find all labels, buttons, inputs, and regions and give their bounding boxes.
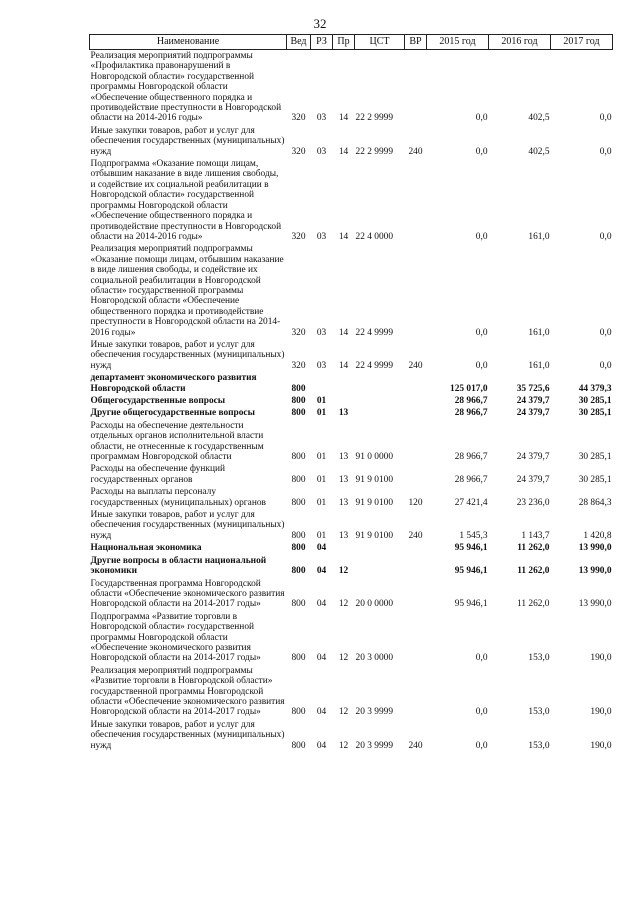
row-cst: 20 3 0000 — [355, 653, 393, 664]
table-row — [90, 463, 613, 486]
row-vr — [405, 420, 427, 464]
row-2016: 153,0 — [528, 740, 550, 751]
row-2015: 0,0 — [475, 360, 488, 371]
row-2016: 11 262,0 — [517, 566, 550, 577]
row-pr: 13 — [338, 474, 349, 485]
page-number: 32 — [313, 16, 327, 31]
row-ved: 800 — [291, 408, 306, 419]
row-name: Государственная программа Новгородской области «Обеспечение экономического развития Новгородской области на 2014-2017 годы» — [90, 578, 285, 610]
header-2015: 2015 год — [427, 35, 489, 50]
row-pr: 14 — [338, 360, 349, 371]
row-2016: 24 379,7 — [516, 452, 550, 463]
row-rz: 01 — [316, 396, 327, 406]
row-2015: 95 946,1 — [454, 599, 488, 610]
row-ved: 800 — [291, 497, 306, 508]
row-cst: 91 0 0000 — [355, 452, 393, 463]
row-vr — [405, 611, 427, 665]
row-2016: 161,0 — [528, 231, 550, 242]
row-name: Иные закупки товаров, работ и услуг для обеспечения государственных (муниципальных) нужд — [90, 339, 285, 371]
row-2017: 13 990,0 — [578, 566, 612, 577]
row-vr — [405, 542, 427, 554]
row-cst — [355, 555, 405, 578]
row-2017: 0,0 — [599, 360, 612, 371]
row-pr — [333, 542, 355, 554]
header-cst: ЦСТ — [355, 35, 405, 50]
row-pr — [333, 395, 355, 407]
row-2015: 0,0 — [475, 653, 488, 664]
row-name: Общегосударственные вопросы — [90, 396, 226, 406]
row-2016: 402,5 — [528, 146, 550, 157]
row-name: Реализация мероприятий подпрограммы «Развитие торговли в Новгородской области» государственной программы Новгородской области «Обеспечение экономического развития Новгородской области на 2014-2017 годы» — [90, 665, 285, 718]
row-2016: 1 143,7 — [521, 530, 550, 541]
row-rz: 01 — [316, 474, 327, 485]
row-ved: 800 — [291, 452, 306, 463]
row-name: Другие вопросы в области национальной экономики — [90, 555, 267, 577]
row-ved: 320 — [291, 146, 306, 157]
row-2016: 24 379,7 — [516, 396, 550, 406]
row-2016: 11 262,0 — [517, 543, 550, 554]
row-2015: 0,0 — [475, 327, 488, 338]
header-name: Наименование — [90, 35, 287, 50]
row-rz: 03 — [316, 327, 327, 338]
row-name: Иные закупки товаров, работ и услуг для обеспечения государственных (муниципальных) нужд — [90, 719, 285, 751]
table-row — [90, 555, 613, 578]
row-name: Другие общегосударственные вопросы — [90, 408, 255, 419]
header-pr: Пр — [333, 35, 355, 50]
row-2017: 30 285,1 — [578, 396, 612, 406]
row-cst: 20 3 9999 — [355, 740, 393, 751]
table-row — [90, 407, 613, 419]
row-2016: 153,0 — [528, 653, 550, 664]
row-vr — [405, 665, 427, 719]
row-cst: 22 4 9999 — [355, 360, 393, 371]
row-ved: 320 — [291, 113, 306, 124]
row-cst — [355, 542, 405, 554]
row-cst: 20 3 9999 — [355, 707, 393, 718]
row-2015: 28 966,7 — [454, 408, 488, 419]
row-pr: 14 — [338, 113, 349, 124]
table-row — [90, 243, 613, 339]
row-rz: 04 — [316, 543, 327, 554]
row-2017: 190,0 — [590, 707, 612, 718]
row-rz: 01 — [316, 452, 327, 463]
row-cst: 20 0 0000 — [355, 599, 393, 610]
row-pr: 12 — [338, 653, 349, 664]
row-rz: 04 — [316, 599, 327, 610]
row-2016: 161,0 — [528, 327, 550, 338]
row-cst: 22 2 9999 — [355, 113, 393, 124]
row-vr — [405, 372, 427, 395]
row-cst: 91 9 0100 — [355, 474, 393, 485]
table-row — [90, 719, 613, 752]
row-vr: 240 — [408, 360, 423, 371]
row-name: Подпрограмма «Оказание помощи лицам, отбывшим наказание в виде лишения свободы, и содействие их социальной реабилитации в Новгородской области» государственной программы Новгородской области «Обеспечение общественного порядка и противодействие преступности в Новгородской области на 2014-2016 годы» — [90, 159, 282, 242]
row-2017: 30 285,1 — [578, 474, 612, 485]
row-pr: 14 — [338, 231, 349, 242]
row-2017: 0,0 — [599, 327, 612, 338]
row-vr: 120 — [408, 497, 423, 508]
row-2016: 24 379,7 — [516, 474, 550, 485]
row-name: Реализация мероприятий подпрограммы «Профилактика правонарушений в Новгородской области» государственной программы Новгородской области «Обеспечение общественного порядка и противодействие преступности в Новгородской области на 2014-2016 годы» — [90, 51, 282, 124]
row-2015: 0,0 — [475, 146, 488, 157]
row-2016: 402,5 — [528, 113, 550, 124]
header-2016: 2016 год — [489, 35, 551, 50]
row-2017: 30 285,1 — [578, 408, 612, 419]
row-vr: 240 — [408, 530, 423, 541]
row-pr: 12 — [338, 740, 349, 751]
row-vr — [405, 555, 427, 578]
row-2017: 0,0 — [599, 146, 612, 157]
table-row — [90, 50, 613, 125]
row-rz: 01 — [316, 530, 327, 541]
row-2017: 13 990,0 — [578, 599, 612, 610]
row-name: Подпрограмма «Развитие торговли в Новгородской области» государственной программы Новгородской области «Обеспечение экономического развития Новгородской области на 2014-2017 годы» — [90, 611, 261, 664]
row-cst: 22 2 9999 — [355, 146, 393, 157]
row-rz: 03 — [316, 113, 327, 124]
row-pr: 13 — [338, 497, 349, 508]
table-row — [90, 372, 613, 395]
table-row — [90, 509, 613, 542]
row-ved: 320 — [291, 231, 306, 242]
table-row — [90, 395, 613, 407]
row-ved: 800 — [291, 530, 306, 541]
row-rz: 01 — [316, 408, 327, 419]
row-ved: 320 — [291, 360, 306, 371]
row-2015: 1 545,3 — [459, 530, 488, 541]
row-pr — [333, 372, 355, 395]
row-2015: 0,0 — [475, 740, 488, 751]
row-2017: 190,0 — [590, 740, 612, 751]
row-pr: 12 — [338, 566, 349, 577]
row-ved: 800 — [291, 396, 306, 406]
row-vr — [405, 578, 427, 611]
row-2017: 1 420,8 — [583, 530, 612, 541]
row-2015: 95 946,1 — [454, 543, 488, 554]
budget-table — [89, 34, 613, 752]
table-row — [90, 486, 613, 509]
row-cst: 22 4 0000 — [355, 231, 393, 242]
row-rz: 04 — [316, 566, 327, 577]
row-name: Иные закупки товаров, работ и услуг для обеспечения государственных (муниципальных) нужд — [90, 510, 285, 541]
row-2015: 28 966,7 — [454, 474, 488, 485]
row-pr: 13 — [338, 452, 349, 463]
row-cst — [355, 395, 405, 407]
table-row — [90, 125, 613, 158]
row-name: Реализация мероприятий подпрограммы «Оказание помощи лицам, отбывшим наказание в виде лишения свободы, и содействие их социальной реабилитации в Новгородской области» государственной программы Новгородской области «Обеспечение общественного порядка и противодействие преступности в Новгородской области на 2014-2016 годы» — [90, 244, 284, 338]
table-row — [90, 420, 613, 464]
row-rz: 04 — [316, 740, 327, 751]
row-2016: 35 725,6 — [516, 383, 550, 394]
row-2015: 27 421,4 — [454, 497, 488, 508]
row-2015: 125 017,0 — [450, 383, 488, 394]
row-pr: 12 — [338, 707, 349, 718]
row-name: Расходы на выплаты персоналу государственных (муниципальных) органов — [90, 487, 266, 508]
row-name: Иные закупки товаров, работ и услуг для обеспечения государственных (муниципальных) нужд — [90, 125, 285, 157]
table-header-row — [90, 35, 613, 50]
row-vr — [405, 158, 427, 243]
row-2015: 28 966,7 — [454, 452, 488, 463]
row-rz: 04 — [316, 653, 327, 664]
row-2017: 30 285,1 — [578, 452, 612, 463]
row-ved: 800 — [291, 543, 306, 554]
row-2017: 190,0 — [590, 653, 612, 664]
row-rz: 03 — [316, 360, 327, 371]
row-rz — [311, 372, 333, 395]
row-cst — [355, 372, 405, 395]
row-ved: 800 — [291, 383, 306, 394]
row-2015: 95 946,1 — [454, 566, 488, 577]
row-2015: 0,0 — [475, 113, 488, 124]
row-vr — [405, 463, 427, 486]
row-cst: 91 9 0100 — [355, 530, 393, 541]
row-vr — [405, 395, 427, 407]
row-2017: 0,0 — [599, 231, 612, 242]
row-2017: 13 990,0 — [578, 543, 612, 554]
table-row — [90, 578, 613, 611]
table-row — [90, 542, 613, 554]
row-name: Национальная экономика — [90, 543, 202, 554]
row-vr: 240 — [408, 740, 423, 751]
row-2015: 0,0 — [475, 707, 488, 718]
table-row — [90, 339, 613, 372]
table-row — [90, 611, 613, 665]
row-pr: 12 — [338, 599, 349, 610]
row-rz: 03 — [316, 146, 327, 157]
header-ved: Вед — [287, 35, 311, 50]
row-ved: 800 — [291, 707, 306, 718]
row-ved: 320 — [291, 327, 306, 338]
row-2016: 23 236,0 — [516, 497, 550, 508]
row-ved: 800 — [291, 653, 306, 664]
row-pr: 13 — [338, 408, 349, 419]
row-cst: 22 4 9999 — [355, 327, 393, 338]
header-vr: ВР — [405, 35, 427, 50]
row-pr: 13 — [338, 530, 349, 541]
row-name: департамент экономического развития Новгородской области — [90, 373, 257, 394]
row-vr: 240 — [408, 146, 423, 157]
row-2016: 161,0 — [528, 360, 550, 371]
row-name: Расходы на обеспечение деятельности отдельных органов исполнительной власти области, не отнесенные к государственным программам Новгородской области — [90, 420, 264, 463]
row-cst: 91 9 0100 — [355, 497, 393, 508]
row-pr: 14 — [338, 327, 349, 338]
row-ved: 800 — [291, 566, 306, 577]
header-2017: 2017 год — [551, 35, 613, 50]
row-name: Расходы на обеспечение функций государственных органов — [90, 464, 225, 485]
row-2015: 0,0 — [475, 231, 488, 242]
table-body — [90, 50, 613, 753]
row-2015: 28 966,7 — [454, 396, 488, 406]
row-2017: 28 864,3 — [578, 497, 612, 508]
row-2017: 44 379,3 — [578, 383, 612, 394]
row-vr — [405, 243, 427, 339]
row-ved: 800 — [291, 740, 306, 751]
table-row — [90, 158, 613, 243]
table-row — [90, 665, 613, 719]
row-ved: 800 — [291, 599, 306, 610]
row-rz: 03 — [316, 231, 327, 242]
row-2017: 0,0 — [599, 113, 612, 124]
row-pr: 14 — [338, 146, 349, 157]
row-2016: 11 262,0 — [517, 599, 550, 610]
row-2016: 24 379,7 — [516, 408, 550, 419]
row-cst — [355, 407, 405, 419]
header-rz: РЗ — [311, 35, 333, 50]
row-rz: 04 — [316, 707, 327, 718]
row-ved: 800 — [291, 474, 306, 485]
row-vr — [405, 407, 427, 419]
row-2016: 153,0 — [528, 707, 550, 718]
row-rz: 01 — [316, 497, 327, 508]
row-vr — [405, 50, 427, 125]
